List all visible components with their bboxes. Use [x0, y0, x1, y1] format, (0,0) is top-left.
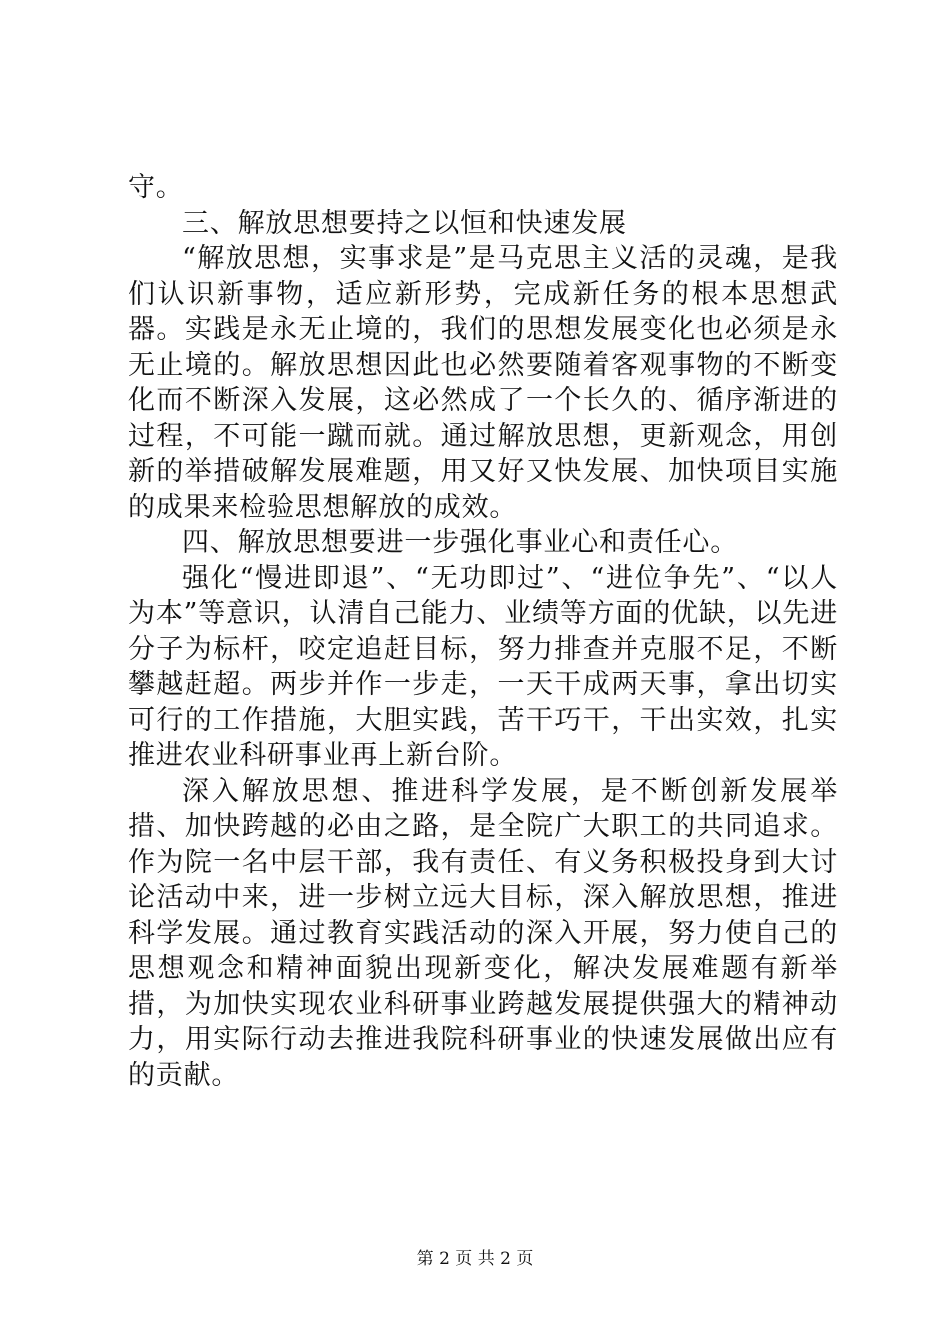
section-heading-four: 四、解放思想要进一步强化事业心和责任心。	[182, 527, 738, 558]
paragraph-continuation: 守。	[128, 172, 184, 203]
section-heading-three: 三、解放思想要持之以恒和快速发展	[182, 207, 627, 239]
paragraph-body: “解放思想，实事求是”是马克思主义活的灵魂，是我们认识新事物，适应新形势，完成新任务的根本思想武器。实践是永无止境的，我们的思想发展变化也必须是永无止境的。解放思想因此也必然要随着客观事物的不断变化而不断深入发展，这必然成了一个长久的、循序渐进的过程，不可能一蹴而就。通过解放思想，更新观念，用创新的举措破解发展难题，用又好又快发展、加快项目实施的成果来检验思想解放的成效。	[128, 243, 838, 523]
page-number-footer: 第 2 页 共 2 页	[416, 1249, 534, 1269]
paragraph-conclusion: 深入解放思想、推进科学发展，是不断创新发展举措、加快跨越的必由之路，是全院广大职工的共同追求。作为院一名中层干部，我有责任、有义务积极投身到大讨论活动中来，进一步树立远大目标，深入解放思想，推进科学发展。通过教育实践活动的深入开展，努力使自己的思想观念和精神面貌出现新变化，解决发展难题有新举措，为加快实现农业科研事业跨越发展提供强大的精神动力，用实际行动去推进我院科研事业的快速发展做出应有的贡献。	[128, 775, 838, 1091]
document-body	[128, 170, 838, 1093]
paragraph-body: 强化“慢进即退”、“无功即过”、“进位争先”、“以人为本”等意识，认清自己能力、业绩等方面的优缺，以先进分子为标杆，咬定追赶目标，努力排查并克服不足，不断攀越赶超。两步并作一步走，一天干成两天事，拿出切实可行的工作措施，大胆实践，苦干巧干，干出实效，扎实推进农业科研事业再上新台阶。	[128, 562, 838, 771]
